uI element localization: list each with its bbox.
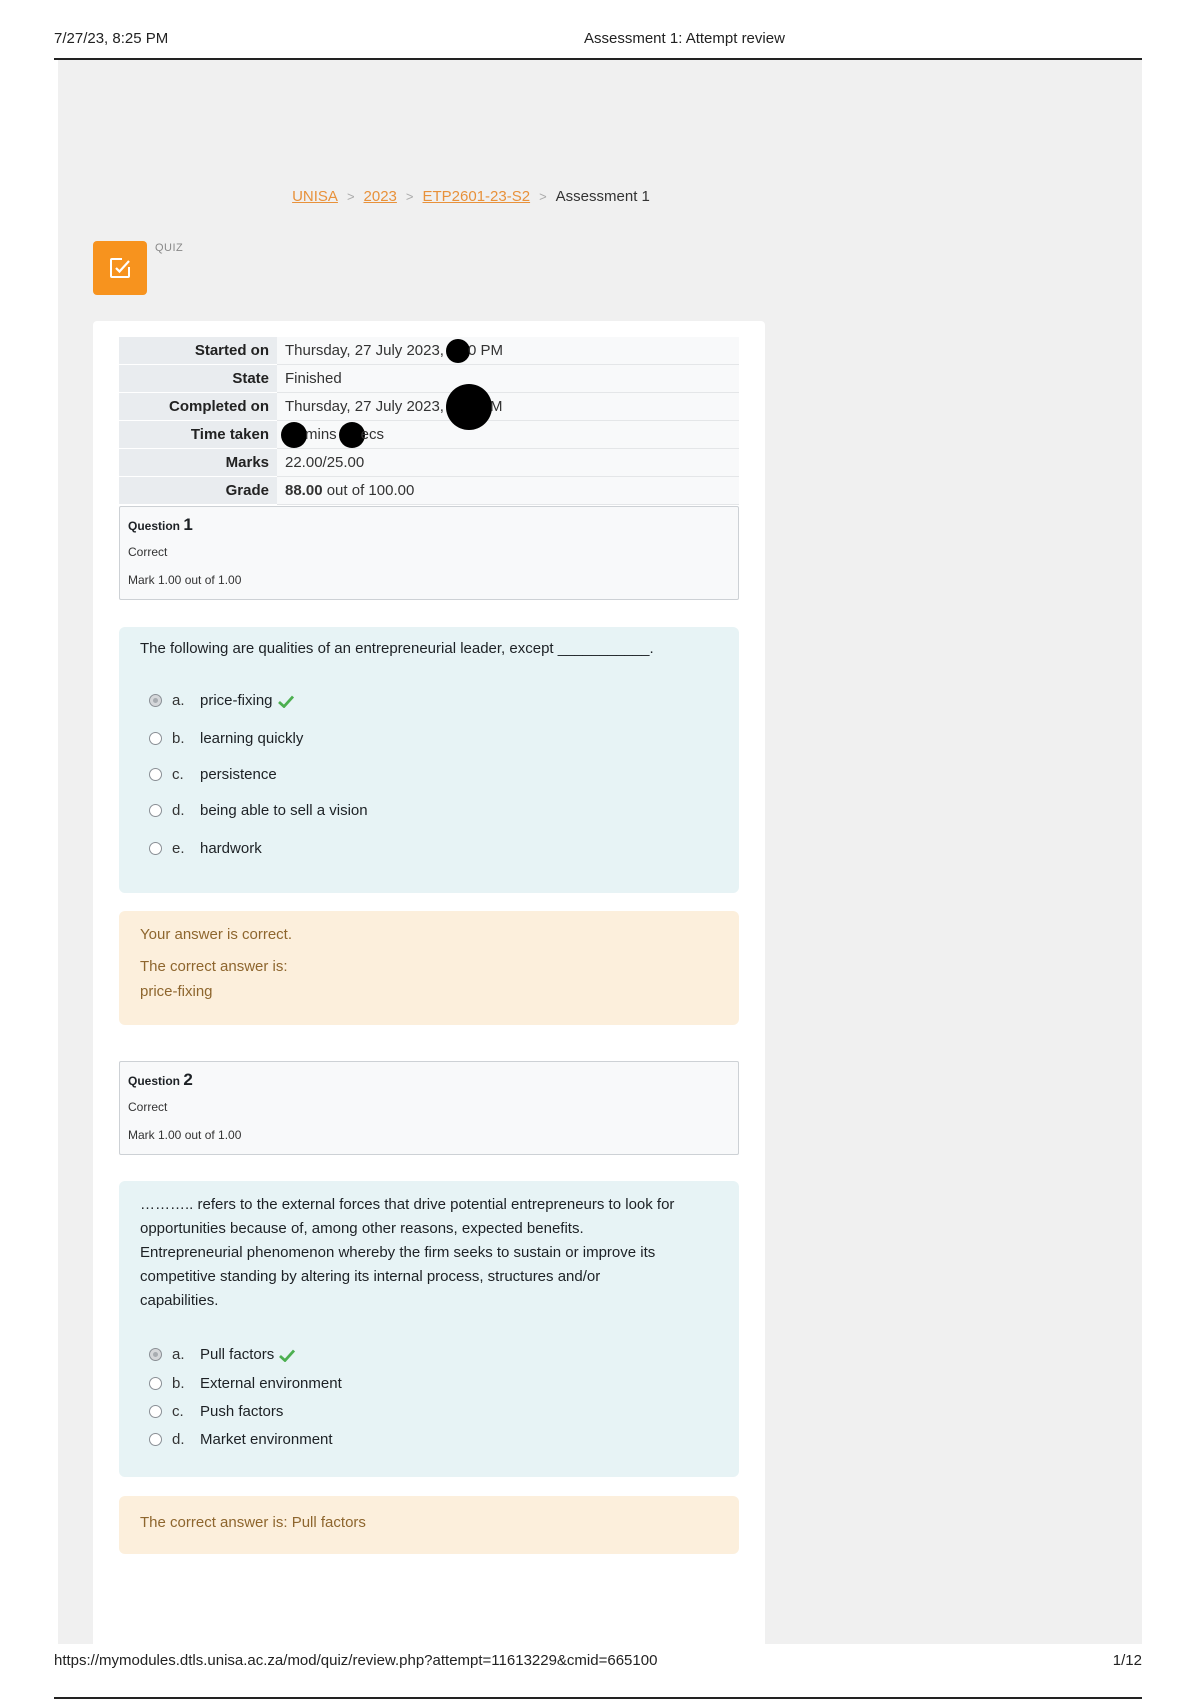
breadcrumb-current: Assessment 1: [555, 188, 650, 205]
answer-text: Push factors: [200, 1403, 284, 1420]
summary-row: [119, 393, 739, 421]
summary-label: Completed on: [119, 393, 277, 421]
print-page-number: 1/12: [1112, 1652, 1142, 1669]
redaction-mark: [281, 422, 307, 448]
check-icon: [279, 1349, 295, 1362]
print-date: 7/27/23, 8:25 PM: [54, 30, 169, 47]
completed-on-time-fragment: M: [489, 397, 503, 415]
summary-label: Marks: [119, 449, 277, 477]
grade-out-of: out of 100.00: [326, 482, 415, 499]
chevron-right-icon: >: [346, 189, 355, 204]
summary-row: [119, 421, 739, 449]
question-number: [128, 1070, 193, 1090]
answer-letter: d.: [172, 1431, 185, 1448]
radio-button[interactable]: [149, 768, 162, 781]
time-taken-seconds: ecs: [360, 425, 385, 443]
redaction-mark: [446, 339, 470, 363]
radio-button[interactable]: [149, 1433, 162, 1446]
breadcrumb-link-course[interactable]: ETP2601-23-S2: [422, 188, 531, 205]
question-feedback-2: [119, 1496, 739, 1554]
chevron-right-icon: >: [539, 189, 547, 204]
radio-button[interactable]: [149, 732, 162, 745]
answer-letter: d.: [172, 802, 185, 819]
radio-button[interactable]: [149, 694, 162, 707]
radio-button[interactable]: [149, 1405, 162, 1418]
question-label: Question: [128, 1074, 181, 1088]
check-icon: [278, 695, 294, 708]
summary-value: Finished: [277, 365, 739, 393]
summary-label: Started on: [119, 337, 277, 365]
feedback-result: Your answer is correct.: [140, 926, 293, 943]
answer-letter: c.: [172, 766, 184, 783]
answer-text: Market environment: [200, 1431, 333, 1448]
summary-value: [277, 477, 739, 505]
chevron-right-icon: >: [405, 189, 414, 204]
answer-text: [200, 691, 294, 711]
question-text-line: opportunities because of, among other reasons, expected benefits.: [140, 1220, 584, 1237]
summary-value: [277, 337, 739, 365]
grade-value: 88.00: [285, 482, 323, 499]
summary-label: State: [119, 365, 277, 393]
question-formulation-2: [119, 1181, 739, 1477]
question-mark: Mark 1.00 out of 1.00: [128, 1128, 242, 1142]
question-info-2: [119, 1061, 739, 1155]
answer-text: hardwork: [200, 840, 262, 857]
completed-on-date: Thursday, 27 July 2023,: [285, 397, 444, 415]
page-content: [58, 60, 1142, 1644]
summary-label: Time taken: [119, 421, 277, 449]
question-info-1: [119, 506, 739, 600]
attempt-summary-table: [119, 337, 739, 505]
summary-label: Grade: [119, 477, 277, 505]
redaction-mark: [446, 384, 492, 430]
answer-text-value: Pull factors: [200, 1346, 275, 1363]
question-text: [140, 1193, 725, 1313]
feedback-correct-label: The correct answer is:: [140, 958, 288, 975]
summary-row: [119, 337, 739, 365]
question-text-line: capabilities.: [140, 1292, 219, 1309]
answer-text: learning quickly: [200, 730, 304, 747]
summary-row: [119, 477, 739, 505]
quiz-icon: [93, 241, 147, 295]
feedback-correct-answer: price-fixing: [140, 983, 213, 1000]
breadcrumb: [58, 188, 884, 205]
question-state: Correct: [128, 545, 168, 559]
print-title: Assessment 1: Attempt review: [584, 30, 785, 47]
question-number-value: 1: [183, 515, 193, 534]
question-number-value: 2: [183, 1070, 193, 1089]
summary-value: 22.00/25.00: [277, 449, 739, 477]
started-on-date: Thursday, 27 July 2023,: [285, 341, 444, 359]
question-state: Correct: [128, 1100, 168, 1114]
summary-value: [277, 421, 739, 449]
question-feedback-1: [119, 911, 739, 1025]
breadcrumb-link-unisa[interactable]: UNISA: [292, 188, 338, 205]
question-text-line: ……….. refers to the external forces that drive potential entrepreneurs to look for: [140, 1196, 675, 1213]
breadcrumb-link-year[interactable]: 2023: [363, 188, 397, 205]
summary-value: [277, 393, 739, 421]
answer-letter: c.: [172, 1403, 184, 1420]
radio-button[interactable]: [149, 804, 162, 817]
question-text-line: competitive standing by altering its internal process, structures and/or: [140, 1268, 601, 1285]
answer-letter: e.: [172, 840, 185, 857]
answer-letter: b.: [172, 1375, 185, 1392]
question-label: Question: [128, 519, 181, 533]
main-region: [93, 321, 765, 1644]
answer-letter: a.: [172, 1346, 185, 1363]
radio-button[interactable]: [149, 1377, 162, 1390]
question-mark: Mark 1.00 out of 1.00: [128, 573, 242, 587]
question-text: The following are qualities of an entrepreneurial leader, except ___________.: [140, 640, 654, 657]
time-taken-minutes: mins: [305, 425, 337, 443]
answer-text: persistence: [200, 766, 277, 783]
question-text-line: Entrepreneurial phenomenon whereby the firm seeks to sustain or improve its: [140, 1244, 656, 1261]
answer-text: [200, 1345, 295, 1365]
answer-text: being able to sell a vision: [200, 802, 368, 819]
radio-button[interactable]: [149, 1348, 162, 1361]
answer-letter: a.: [172, 692, 185, 709]
activity-type-label: QUIZ: [155, 242, 184, 254]
radio-button[interactable]: [149, 842, 162, 855]
answer-letter: b.: [172, 730, 185, 747]
feedback-correct-answer: The correct answer is: Pull factors: [140, 1514, 366, 1531]
answer-text: External environment: [200, 1375, 342, 1392]
question-number: [128, 515, 193, 535]
print-header: [54, 28, 1142, 60]
summary-row: [119, 449, 739, 477]
print-url: https://mymodules.dtls.unisa.ac.za/mod/quiz/review.php?attempt=11613229&cmid=665100: [54, 1652, 658, 1669]
question-formulation-1: [119, 627, 739, 893]
started-on-time-fragment: 0 PM: [467, 341, 503, 359]
summary-row: [119, 365, 739, 393]
print-footer: [54, 1652, 1142, 1699]
answer-text-value: price-fixing: [200, 692, 273, 709]
